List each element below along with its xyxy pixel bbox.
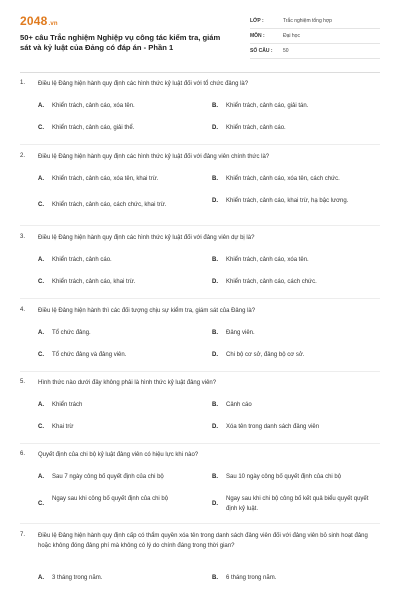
question-text: Điều lệ Đảng hiện hành quy định cấp có thẩm quyền xóa tên trong danh sách đảng viên đối với đảng viên bỏ sinh hoạt đảng hoặc không đóng đảng phí mà không có lý do chính đáng trong thời gian? — [38, 533, 368, 549]
option-text: Khiển trách, cảnh cáo, cách chức. — [226, 279, 317, 285]
meta-class-row — [250, 16, 380, 29]
option-letter: B. — [212, 176, 218, 182]
question-number: 3. — [20, 234, 26, 240]
meta-class-value: Trắc nghiệm tổng hợp — [283, 18, 332, 24]
meta-subject-row — [250, 31, 380, 44]
question-text: Điều lệ Đảng hiện hành quy định các hình thức kỷ luật đối với đảng viên dự bị là? — [38, 235, 255, 241]
question-text: Điều lệ Đảng hiện hành quy định các hình thức kỷ luật đối với tổ chức đảng là? — [38, 81, 249, 87]
option-letter: A. — [38, 402, 44, 408]
option-text: Khiển trách, cảnh cáo. — [226, 125, 286, 131]
option-letter: A. — [38, 474, 44, 480]
option-text: Khiển trách, cảnh cáo, xóa tên. — [52, 103, 135, 109]
option-text: Khiển trách, cảnh cáo, giải tán. — [226, 103, 309, 109]
option-text: 3 tháng trong năm. — [52, 575, 103, 581]
meta-count-value: 50 — [283, 48, 289, 54]
question-separator — [20, 523, 380, 524]
question-text: Điều lệ Đảng hiện hành thì các đối tượng chịu sự kiểm tra, giám sát của Đảng là? — [38, 308, 256, 314]
option-text: Sau 7 ngày công bố quyết định của chi bộ — [52, 474, 164, 480]
option-letter: C. — [38, 202, 44, 208]
option-text: Sau 10 ngày công bố quyết định của chi bộ — [226, 474, 342, 480]
meta-subject-label: MÔN : — [250, 33, 265, 39]
question-number: 5. — [20, 379, 26, 385]
option-text: Khiển trách, cảnh cáo, khai trừ. — [52, 279, 136, 285]
option-letter: D. — [212, 352, 218, 358]
question-number: 1. — [20, 80, 26, 86]
question-text: Điều lệ Đảng hiện hành quy định các hình thức kỷ luật đối với đảng viên chính thức là? — [38, 154, 270, 160]
option-letter: A. — [38, 103, 44, 109]
option-text: Khiển trách, cảnh cáo, cách chức, khai trừ. — [52, 202, 167, 208]
option-letter: A. — [38, 176, 44, 182]
logo-suffix: .vn — [48, 21, 58, 27]
option-text: Khiển trách, cảnh cáo, khai trừ, hạ bậc lương. — [226, 198, 349, 204]
option-letter: B. — [212, 330, 218, 336]
option-text: Chi bộ cơ sở, đảng bộ cơ sở. — [226, 352, 305, 358]
question-separator — [20, 298, 380, 299]
option-text: Tổ chức đảng và đảng viên. — [52, 352, 127, 358]
option-text: Tổ chức đảng. — [52, 330, 91, 336]
option-text: Đảng viên. — [226, 330, 255, 336]
option-text: Khiển trách, cảnh cáo, giải thể. — [52, 125, 135, 131]
site-logo[interactable] — [20, 14, 58, 28]
option-text: Cảnh cáo — [226, 402, 252, 408]
option-letter: C. — [38, 125, 44, 131]
option-letter: B. — [212, 402, 218, 408]
option-letter: D. — [212, 501, 218, 507]
option-text: Xóa tên trong danh sách đảng viên — [226, 424, 320, 430]
question-number: 7. — [20, 532, 26, 538]
option-letter: D. — [212, 125, 218, 131]
question-number: 6. — [20, 451, 26, 457]
option-letter: D. — [212, 424, 218, 430]
option-text: Khiển trách, cảnh cáo, xóa tên, cách chức. — [226, 176, 340, 182]
option-letter: B. — [212, 103, 218, 109]
logo-text: 2048 — [20, 14, 48, 28]
option-letter: A. — [38, 575, 44, 581]
option-letter: A. — [38, 330, 44, 336]
question-separator — [20, 371, 380, 372]
header-divider — [20, 72, 380, 73]
option-text: Khiển trách, cảnh cáo. — [52, 257, 112, 263]
meta-subject-value: Đại học — [283, 33, 300, 39]
option-text: Ngay sau khi công bố quyết định của chi bộ — [52, 496, 169, 502]
question-separator — [20, 443, 380, 444]
option-letter: C. — [38, 501, 44, 507]
meta-panel — [250, 16, 380, 61]
option-letter: C. — [38, 279, 44, 285]
meta-class-label: LỚP : — [250, 18, 264, 24]
option-letter: B. — [212, 257, 218, 263]
option-text: Khiển trách, cảnh cáo, xóa tên. — [226, 257, 309, 263]
option-text: Khiển trách, cảnh cáo, xóa tên, khai trừ. — [52, 176, 159, 182]
question-separator — [20, 144, 380, 145]
option-letter: C. — [38, 424, 44, 430]
option-letter: A. — [38, 257, 44, 263]
question-text: Hình thức nào dưới đây không phải là hình thức kỷ luật đảng viên? — [38, 380, 217, 386]
option-letter: B. — [212, 474, 218, 480]
question-text: Quyết định của chi bộ kỷ luật đảng viên có hiệu lực khi nào? — [38, 452, 199, 458]
page-header — [0, 0, 400, 70]
question-number: 4. — [20, 307, 26, 313]
meta-count-row — [250, 46, 380, 59]
option-letter: C. — [38, 352, 44, 358]
option-letter: D. — [212, 279, 218, 285]
option-letter: B. — [212, 575, 218, 581]
option-text: Khiển trách — [52, 402, 83, 408]
question-number: 2. — [20, 153, 26, 159]
option-letter: D. — [212, 198, 218, 204]
option-text: Khai trừ — [52, 424, 74, 430]
option-text: 6 tháng trong năm. — [226, 575, 277, 581]
option-text: Ngay sau khi chi bộ công bố kết quả biểu quyết quyết định kỷ luật. — [226, 496, 369, 512]
meta-count-label: SỐ CÂU : — [250, 48, 273, 54]
question-separator — [20, 225, 380, 226]
page-title: 50+ câu Trắc nghiệm Nghiệp vụ công tác kiểm tra, giám sát và kỷ luật của Đảng có đáp án - Phần 1 — [20, 33, 221, 52]
